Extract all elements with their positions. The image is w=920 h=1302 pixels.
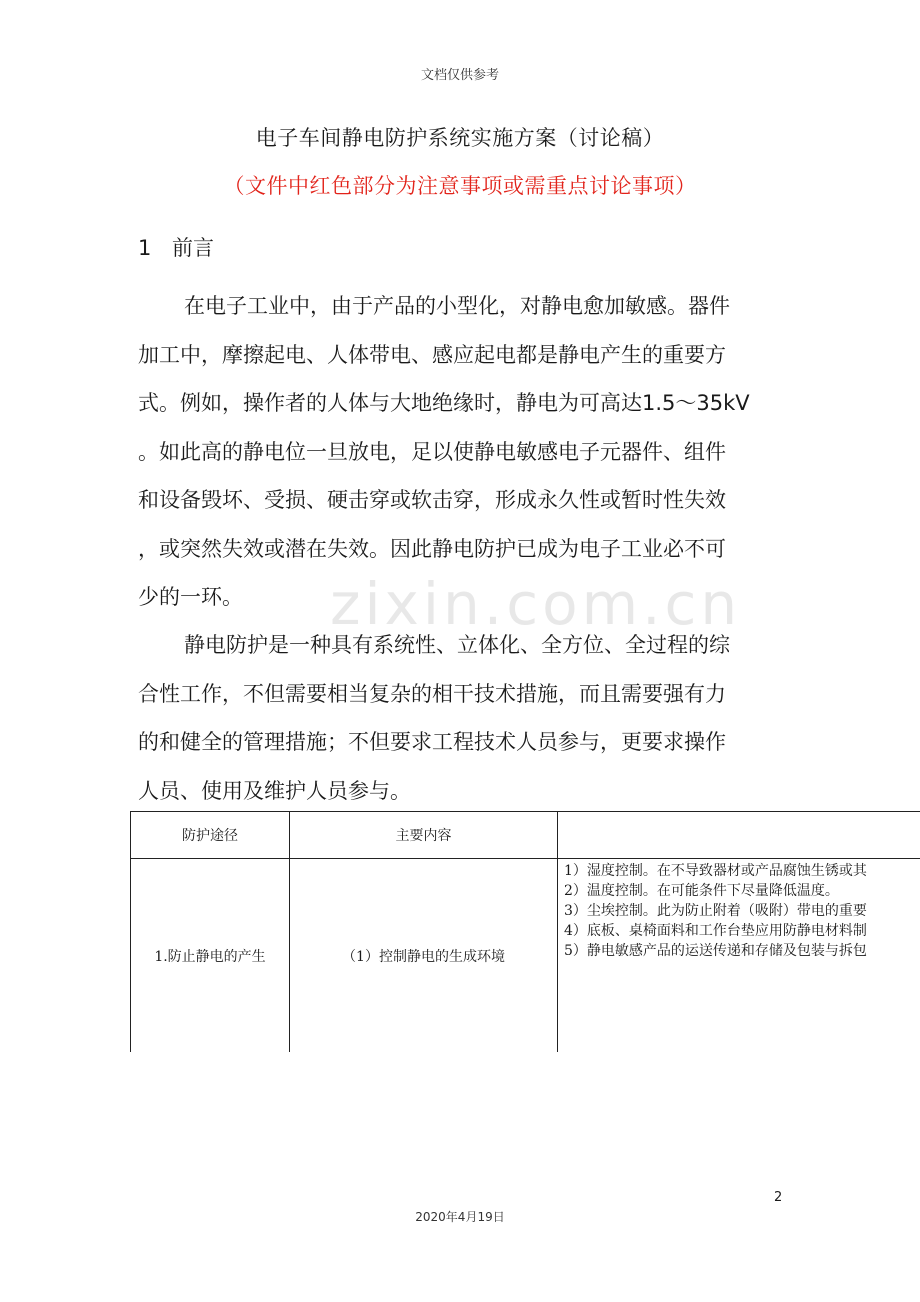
footer-date: 2020年4月19日 xyxy=(415,1210,505,1224)
table-cell-approach: 1.防止静电的产生 xyxy=(131,859,290,1053)
paragraph-line: 合性工作，不但需要相当复杂的相干技术措施，而且需要强有力 xyxy=(138,681,726,706)
document-subtitle: （文件中红色部分为注意事项或需重点讨论事项） xyxy=(223,174,697,198)
paragraph-overview xyxy=(138,621,778,815)
section-heading xyxy=(138,232,214,262)
table-header-row xyxy=(131,812,920,859)
detail-item: 4）底板、桌椅面料和工作台垫应用防静电材料制 xyxy=(564,923,867,939)
section-title: 前言 xyxy=(172,236,214,260)
protection-table-container xyxy=(130,811,920,1052)
detail-item: 1）湿度控制。在不导致器材或产品腐蚀生锈或其 xyxy=(564,863,867,879)
table-header-cell xyxy=(558,812,920,859)
paragraph-line: 的和健全的管理措施；不但要求工程技术人员参与，更要求操作 xyxy=(138,730,726,754)
paragraph-line: 在电子工业中，由于产品的小型化，对静电愈加敏感。器件 xyxy=(184,294,730,318)
section-number: 1 xyxy=(138,236,152,260)
paragraph-line: 人员、使用及维护人员参与。 xyxy=(138,778,411,803)
paragraph-line: 静电防护是一种具有系统性、立体化、全方位、全过程的综 xyxy=(184,633,730,657)
table-cell-content: （1）控制静电的生成环境 xyxy=(290,859,558,1053)
document-title: 电子车间静电防护系统实施方案（讨论稿） xyxy=(255,126,665,150)
table-cell-details xyxy=(558,859,920,1053)
paragraph-line: ，或突然失效或潜在失效。因此静电防护已成为电子工业必不可 xyxy=(138,536,726,561)
table-header-cell: 防护途径 xyxy=(131,812,290,859)
detail-item: 5）静电敏感产品的运送传递和存储及包装与拆包 xyxy=(564,943,867,959)
table-header-cell: 主要内容 xyxy=(290,812,558,859)
paragraph-line: 和设备毁坏、受损、硬击穿或软击穿，形成永久性或暂时性失效 xyxy=(138,488,726,512)
paragraph-line: 少的一环。 xyxy=(138,585,243,609)
detail-item: 3）尘埃控制。此为防止附着（吸附）带电的重要 xyxy=(564,903,867,919)
paragraph-line: 。如此高的静电位一旦放电，足以使静电敏感电子元器件、组件 xyxy=(138,439,726,464)
watermark: zixin.com.cn xyxy=(330,570,742,638)
paragraph-intro xyxy=(138,282,778,622)
table-row xyxy=(131,859,920,1053)
paragraph-line: 式。例如，操作者的人体与大地绝缘时，静电为可高达1.5～35kV xyxy=(138,391,750,415)
protection-table xyxy=(130,811,920,1052)
page-number: 2 xyxy=(774,1190,783,1205)
detail-item: 2）温度控制。在可能条件下尽量降低温度。 xyxy=(564,883,839,899)
header-note: 文档仅供参考 xyxy=(420,68,499,83)
paragraph-line: 加工中，摩擦起电、人体带电、感应起电都是静电产生的重要方 xyxy=(138,342,726,367)
